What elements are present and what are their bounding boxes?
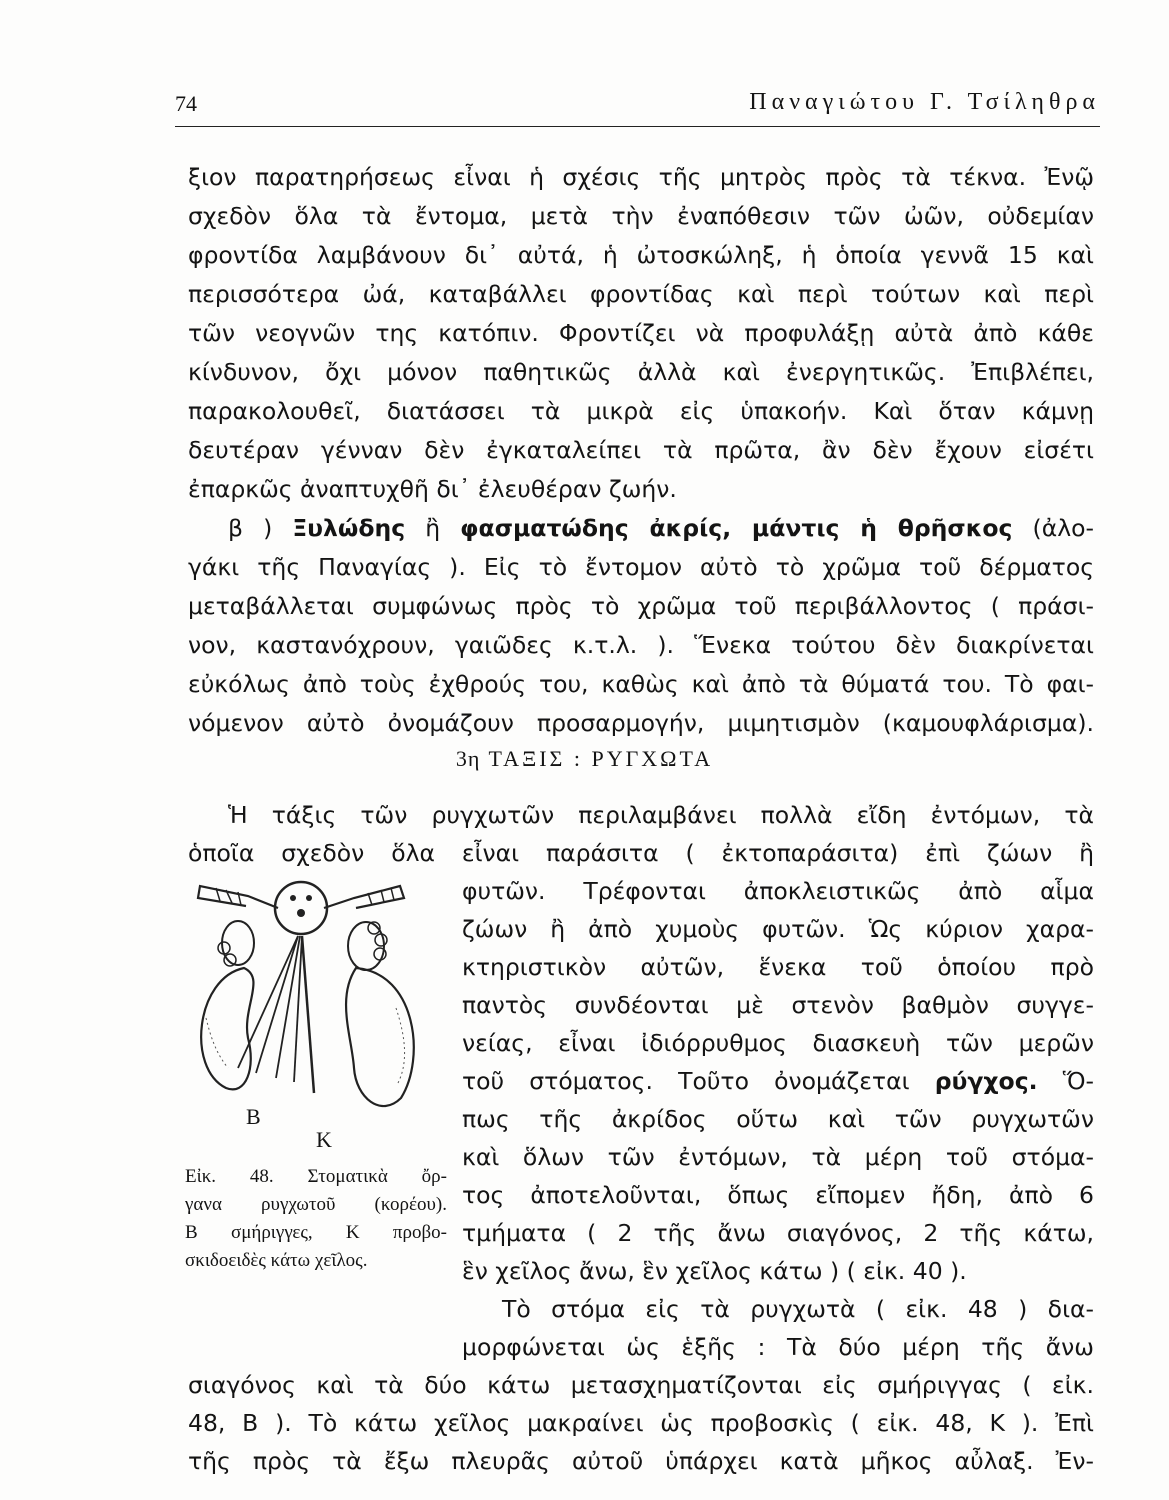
term-mantis: φασματώδης ἀκρίς, μάντις ἡ θρῆσκος [460, 514, 1013, 542]
term-xylodis: Ξυλώδης [292, 514, 406, 542]
text-line: ζώων ἢ ἀπὸ χυμοὺς φυτῶν. Ὡς κύριον χαρα- [462, 915, 1094, 943]
text-line: παντὸς συνδέονται μὲ στενὸν βαθμὸν συγγε- [462, 991, 1094, 1019]
text-line: καὶ ὅλων τῶν ἐντόμων, τὰ μέρη τοῦ στόμα- [462, 1143, 1094, 1171]
section-heading: 3η ΤΑΞΙΣ : ΡΥΓΧΩΤΑ [455, 746, 714, 771]
text-line: ἐπαρκῶς ἀναπτυχθῆ δι᾽ ἐλευθέραν ζωήν. [188, 475, 677, 503]
text-line: σχεδὸν ὅλα τὰ ἔντομα, μετὰ τὴν ἐναπόθεσιν τῶν ὠῶν, οὐδεμίαν [188, 202, 1094, 230]
text-line: περισσότερα ὠά, καταβάλλει φροντίδας καὶ περὶ τούτων καὶ περὶ [188, 280, 1094, 308]
text-line: νόμενον αὐτὸ ὀνομάζουν προσαρμογήν, μιμητισμὸν (καμουφλάρισμα). [188, 709, 1094, 737]
header-rule [175, 126, 1100, 127]
text-line: νον, καστανόχρουν, γαιῶδες κ.τ.λ. ). Ἕνεκα τούτου δὲν διακρίνεται [188, 631, 1094, 659]
text-line: εὐκόλως ἀπὸ τοὺς ἐχθρούς του, καθὼς καὶ ἀπὸ τὰ θύματά του. Τὸ φαι- [188, 670, 1094, 698]
figure-label-b: Β [246, 1104, 261, 1129]
running-title: Παναγιώτου Γ. Τσίληθρα [749, 89, 1100, 115]
text-line: πως τῆς ἀκρίδος οὕτω καὶ τῶν ρυγχωτῶν [462, 1105, 1094, 1133]
page-number: 74 [175, 91, 197, 116]
text-line: φροντίδα λαμβάνουν δι᾽ αὐτά, ἡ ὠτοσκώληξ, ἡ ὁποία γεννᾶ 15 καὶ [188, 241, 1094, 269]
text-line: παρακολουθεῖ, διατάσσει τὰ μικρὰ εἰς ὑπακοήν. Καὶ ὅταν κάμνῃ [188, 397, 1094, 425]
caption-line: Β σμήριγγες, Κ προβο- [185, 1222, 447, 1243]
text-line: τῆς πρὸς τὰ ἔξω πλευρᾶς αὐτοῦ ὑπάρχει κατὰ μῆκος αὖλαξ. Ἐν- [188, 1447, 1094, 1475]
text-line: ξιον παρατηρήσεως εἶναι ἡ σχέσις τῆς μητρὸς πρὸς τὰ τέκνα. Ἐνῷ [188, 163, 1094, 191]
text-line: δευτέραν γένναν δὲν ἐγκαταλείπει τὰ πρῶτα, ἂν δὲν ἔχουν εἰσέτι [188, 436, 1094, 464]
text-line: μορφώνεται ὡς ἑξῆς : Τὰ δύο μέρη τῆς ἄνω [462, 1333, 1094, 1361]
text-line: κίνδυνον, ὄχι μόνον παθητικῶς ἀλλὰ καὶ ἐνεργητικῶς. Ἐπιβλέπει, [188, 358, 1094, 386]
caption-line: Εἰκ. 48. Στοματικὰ ὄρ- [185, 1166, 447, 1187]
text-line: μεταβάλλεται συμφώνως πρὸς τὸ χρῶμα τοῦ περιβάλλοντος ( πράσι- [188, 592, 1094, 620]
text-line: νείας, εἶναι ἰδιόρρυθμος διασκευὴ τῶν μερῶν [462, 1029, 1094, 1057]
text-line: Ἡ τάξις τῶν ρυγχωτῶν περιλαμβάνει πολλὰ εἴδη ἐντόμων, τὰ [228, 801, 1094, 829]
text-line: 48, Β ). Τὸ κάτω χεῖλος μακραίνει ὡς προβοσκὶς ( εἰκ. 48, Κ ). Ἐπὶ [188, 1409, 1094, 1437]
text-line: γάκι τῆς Παναγίας ). Εἰς τὸ ἔντομον αὐτὸ τὸ χρῶμα τοῦ δέρματος [188, 553, 1094, 581]
text-line: Τὸ στόμα εἰς τὰ ρυγχωτὰ ( εἰκ. 48 ) δια- [502, 1295, 1094, 1323]
text-line: σιαγόνος καὶ τὰ δύο κάτω μετασχηματίζονται εἰς σμήριγγας ( εἰκ. [188, 1371, 1094, 1399]
figure-48-mouthparts-illustration [186, 868, 446, 1168]
caption-line: σκιδοειδὲς κάτω χεῖλος. [185, 1250, 368, 1271]
text-line: τῶν νεογνῶν της κατόπιν. Φροντίζει νὰ προφυλάξῃ αὐτὰ ἀπὸ κάθε [188, 319, 1094, 347]
figure-label-k: Κ [316, 1127, 332, 1152]
text-line: β ) Ξυλώδης ἢ φασματώδης ἀκρίς, μάντις ἡ θρῆσκος (ἀλο- [228, 514, 1094, 542]
text-line: τμήματα ( 2 τῆς ἄνω σιαγόνος, 2 τῆς κάτω, [462, 1219, 1094, 1247]
text-line: ἓν χεῖλος ἄνω, ἓν χεῖλος κάτω ) ( εἰκ. 40 ). [462, 1257, 967, 1285]
text-line: κτηριστικὸν αὐτῶν, ἕνεκα τοῦ ὁποίου πρὸ [462, 953, 1094, 981]
term-rhynchos: ρύγχος. [934, 1067, 1038, 1095]
text-line: φυτῶν. Τρέφονται ἀποκλειστικῶς ἀπὸ αἷμα [462, 877, 1094, 905]
text-line: ὁποῖα σχεδὸν ὅλα εἶναι παράσιτα ( ἐκτοπαράσιτα) ἐπὶ ζώων ἢ [188, 839, 1094, 867]
text-line: τοῦ στόματος. Τοῦτο ὀνομάζεται ρύγχος. Ὅ- [462, 1067, 1094, 1095]
text-line: τος ἀποτελοῦνται, ὅπως εἴπομεν ἤδη, ἀπὸ 6 [462, 1181, 1094, 1209]
page-header [175, 85, 1100, 127]
caption-line: γανα ρυγχωτοῦ (κορέου). [185, 1194, 447, 1215]
